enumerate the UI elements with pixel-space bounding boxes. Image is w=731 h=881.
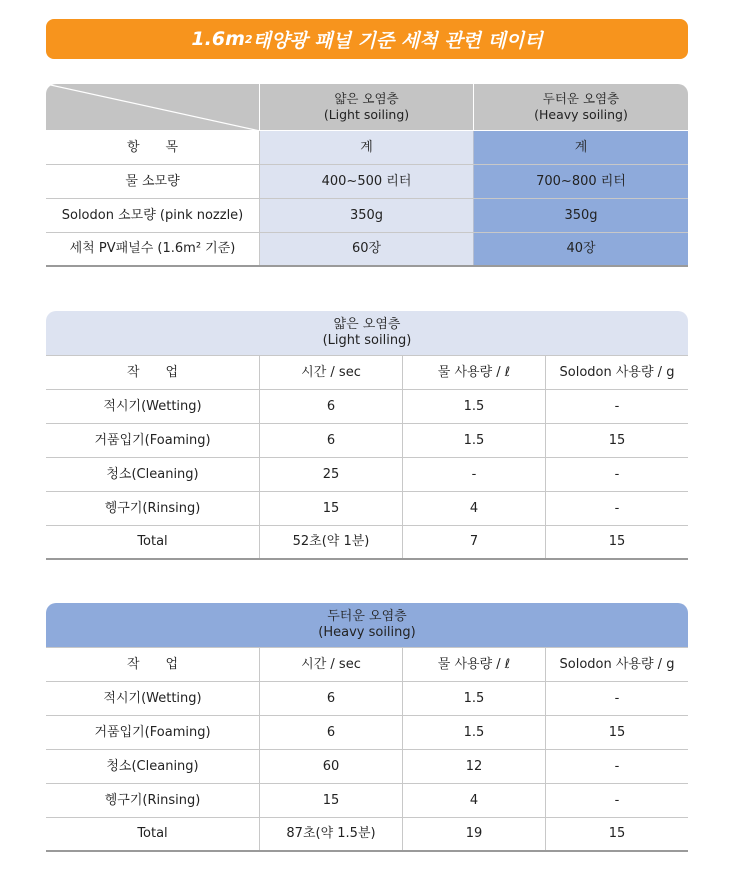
table-row — [46, 750, 688, 784]
light-soiling-table — [46, 311, 688, 560]
summary-header-light-en: (Light soiling) — [323, 107, 410, 122]
table-row — [46, 390, 688, 424]
table-row — [46, 165, 688, 199]
table-row — [46, 784, 688, 818]
summary-heavy-cell: 40장 — [474, 233, 688, 265]
heavy-table-title-ko: 두터운 오염층 — [327, 609, 407, 624]
solodon-cell: - — [614, 398, 620, 414]
column-header-task: 작 업 — [46, 356, 260, 389]
task-cell: Total — [46, 818, 260, 850]
solodon-cell: 15 — [608, 534, 626, 549]
title-rest: 태양광 패널 기준 세척 관련 데이터 — [252, 29, 543, 52]
solodon-cell: - — [614, 758, 620, 774]
task-cell: 거품입기(Foaming) — [46, 424, 260, 457]
summary-item-cell: 세척 PV패널수 (1.6m² 기준) — [46, 233, 260, 265]
table-row — [46, 492, 688, 526]
time-cell: 6 — [260, 424, 403, 457]
summary-item-cell: Solodon 소모량 (pink nozzle) — [46, 199, 260, 232]
column-header-water: 물 사용량 / ℓ — [403, 648, 546, 681]
water-cell: 1.5 — [403, 424, 546, 457]
time-cell: 6 — [260, 682, 403, 715]
solodon-cell: 15 — [608, 826, 626, 841]
solodon-cell: - — [614, 792, 620, 808]
solodon-cell: - — [614, 690, 620, 706]
diagonal-divider-icon — [46, 84, 260, 131]
column-header-time: 시간 / sec — [260, 356, 403, 389]
water-cell: 7 — [403, 526, 546, 558]
summary-header-row — [46, 84, 688, 131]
heavy-table-title-en: (Heavy soiling) — [318, 625, 416, 640]
summary-header-light-ko: 얇은 오염층 — [334, 91, 399, 106]
task-cell: Total — [46, 526, 260, 558]
water-cell: 1.5 — [403, 682, 546, 715]
solodon-cell: - — [614, 466, 620, 482]
task-cell: 거품입기(Foaming) — [46, 716, 260, 749]
title-main: 1.6m — [191, 28, 245, 50]
summary-heavy-cell: 700~800 리터 — [474, 165, 688, 198]
summary-table — [46, 84, 688, 267]
heavy-table-header — [46, 603, 688, 648]
time-cell: 15 — [260, 492, 403, 525]
time-cell: 87초(약 1.5분) — [260, 818, 403, 850]
light-table-title-en: (Light soiling) — [322, 333, 412, 348]
summary-corner-cell — [46, 84, 260, 130]
summary-heavy-cell: 계 — [474, 131, 688, 164]
time-cell: 6 — [260, 390, 403, 423]
summary-header-heavy-en: (Heavy soiling) — [534, 107, 628, 122]
summary-light-cell: 60장 — [260, 233, 474, 265]
summary-header-light — [260, 84, 474, 130]
water-cell: 4 — [403, 784, 546, 817]
total-row — [46, 818, 688, 852]
total-row — [46, 526, 688, 560]
heavy-soiling-table — [46, 603, 688, 852]
time-cell: 60 — [260, 750, 403, 783]
title-superscript: 2 — [244, 32, 253, 46]
water-cell: 1.5 — [403, 716, 546, 749]
water-cell: 1.5 — [403, 390, 546, 423]
summary-light-cell: 350g — [260, 199, 474, 232]
column-header-task: 작 업 — [46, 648, 260, 681]
table-row — [46, 716, 688, 750]
summary-item-cell: 물 소모량 — [46, 165, 260, 198]
table-row — [46, 682, 688, 716]
table-row — [46, 458, 688, 492]
water-cell: 4 — [403, 492, 546, 525]
column-header-solodon: Solodon 사용량 / g — [559, 364, 675, 380]
summary-light-cell: 400~500 리터 — [260, 165, 474, 198]
table-row — [46, 424, 688, 458]
task-cell: 청소(Cleaning) — [46, 458, 260, 491]
water-cell: 19 — [403, 818, 546, 850]
time-cell: 6 — [260, 716, 403, 749]
summary-light-cell: 계 — [260, 131, 474, 164]
time-cell: 15 — [260, 784, 403, 817]
solodon-cell: 15 — [608, 432, 626, 448]
task-cell: 헹구기(Rinsing) — [46, 492, 260, 525]
page-title — [46, 19, 688, 59]
summary-header-heavy — [474, 84, 688, 130]
solodon-cell: 15 — [608, 724, 626, 740]
summary-header-heavy-ko: 두터운 오염층 — [542, 91, 620, 106]
summary-item-cell: 항 목 — [46, 131, 260, 164]
task-cell: 헹구기(Rinsing) — [46, 784, 260, 817]
time-cell: 52초(약 1분) — [260, 526, 403, 558]
task-cell: 청소(Cleaning) — [46, 750, 260, 783]
summary-heavy-cell: 350g — [474, 199, 688, 232]
task-cell: 적시기(Wetting) — [46, 390, 260, 423]
column-header-time: 시간 / sec — [260, 648, 403, 681]
table-row — [46, 199, 688, 233]
task-cell: 적시기(Wetting) — [46, 682, 260, 715]
table-row — [46, 233, 688, 267]
column-header-water: 물 사용량 / ℓ — [403, 356, 546, 389]
light-table-title-ko: 얇은 오염층 — [333, 317, 401, 332]
light-table-header — [46, 311, 688, 356]
column-header-row — [46, 648, 688, 682]
table-row — [46, 131, 688, 165]
column-header-solodon: Solodon 사용량 / g — [559, 656, 675, 672]
solodon-cell: - — [614, 500, 620, 516]
time-cell: 25 — [260, 458, 403, 491]
column-header-row — [46, 356, 688, 390]
water-cell: 12 — [403, 750, 546, 783]
water-cell: - — [403, 458, 546, 491]
